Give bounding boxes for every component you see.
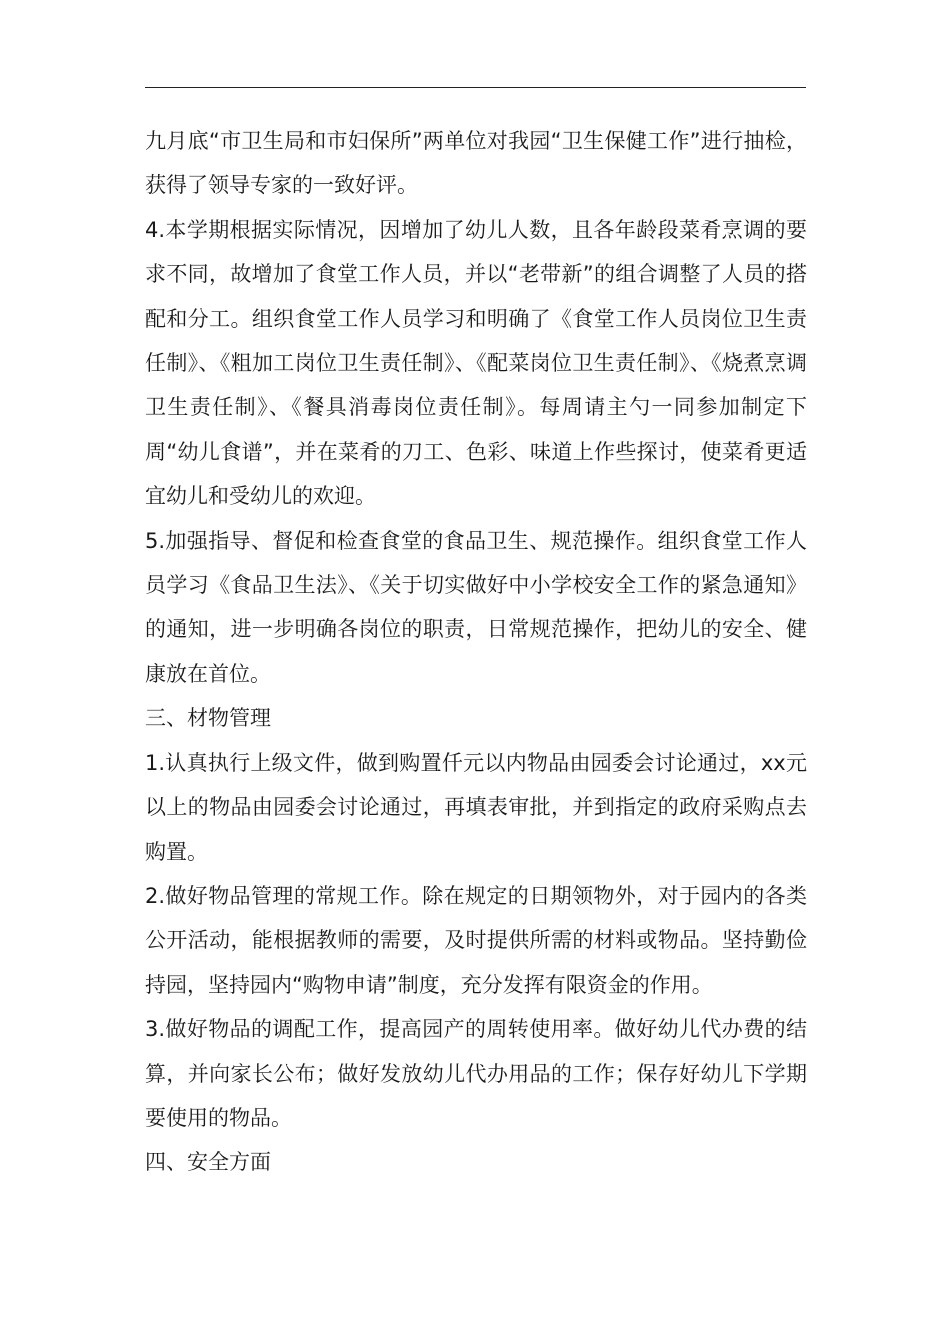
header-rule bbox=[145, 87, 806, 88]
paragraph-item-5-food-hygiene: 5.加强指导、督促和检查食堂的食品卫生、规范操作。组织食堂工作人员学习《食品卫生法》、《关于切实做好中小学校安全工作的紧急通知》的通知，进一步明确各岗位的职责，日常规范操作，把幼儿的安全、健康放在首位。 bbox=[145, 528, 807, 686]
document-body bbox=[145, 119, 807, 1185]
paragraph-material-3-allocation: 3.做好物品的调配工作，提高园产的周转使用率。做好幼儿代办费的结算，并向家长公布；做好发放幼儿代办用品的工作；保存好幼儿下学期要使用的物品。 bbox=[145, 1017, 807, 1130]
paragraph-inspection-result: 九月底“市卫生局和市妇保所”两单位对我园“卫生保健工作”进行抽检，获得了领导专家的一致好评。 bbox=[145, 129, 807, 198]
section-heading-material-management: 三、材物管理 bbox=[145, 706, 271, 731]
paragraph-material-2-routine: 2.做好物品管理的常规工作。除在规定的日期领物外，对于园内的各类公开活动，能根据教师的需要，及时提供所需的材料或物品。坚持勤俭持园，坚持园内“购物申请”制度，充分发挥有限资金的作用。 bbox=[145, 883, 807, 997]
paragraph-material-1-purchasing: 1.认真执行上级文件，做到购置仟元以内物品由园委会讨论通过，xx元以上的物品由园委会讨论通过，再填表审批，并到指定的政府采购点去购置。 bbox=[145, 750, 807, 864]
paragraph-item-4-canteen-staff: 4.本学期根据实际情况，因增加了幼儿人数，且各年龄段菜肴烹调的要求不同，故增加了食堂工作人员，并以“老带新”的组合调整了人员的搭配和分工。组织食堂工作人员学习和明确了《食堂工作人员岗位卫生责任制》、《粗加工岗位卫生责任制》、《配菜岗位卫生责任制》、《烧煮烹调卫生责任制》、《餐具消毒岗位责任制》。每周请主勺一同参加制定下周“幼儿食谱”，并在菜肴的刀工、色彩、味道上作些探讨，使菜肴更适宜幼儿和受幼儿的欢迎。 bbox=[145, 217, 807, 509]
section-heading-safety: 四、安全方面 bbox=[145, 1150, 271, 1175]
